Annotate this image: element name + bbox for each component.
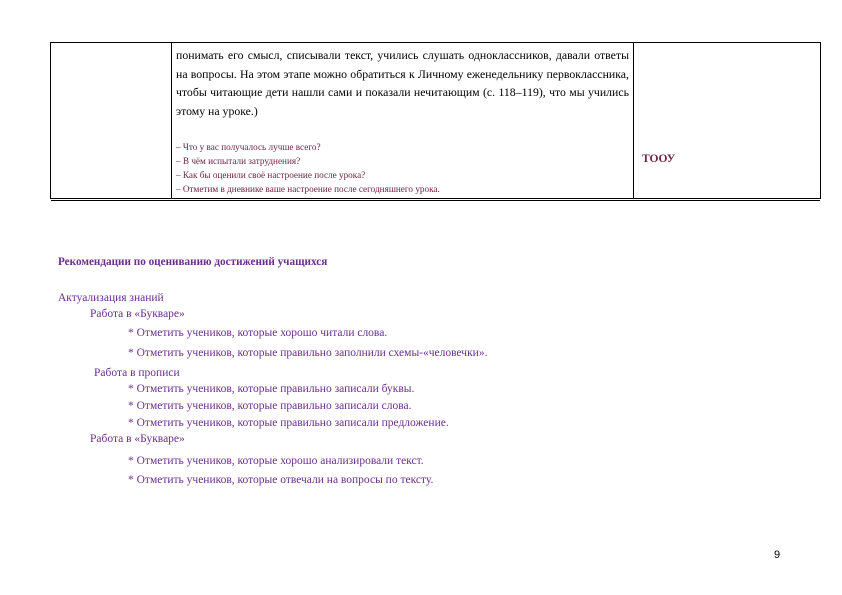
list-item: * Отметить учеников, которые правильно записали буквы. [128, 383, 415, 395]
question-item: – Отметим в дневнике ваше настроение после сегодняшнего урока. [176, 184, 440, 195]
table-cell-middle [172, 43, 634, 198]
section-heading: Актуализация знаний [58, 292, 164, 304]
recommendations-title: Рекомендации по оцениванию достижений учащихся [58, 256, 328, 268]
table-cell-right [634, 43, 820, 198]
question-item: – Как бы оценили своё настроение после урока? [176, 170, 366, 181]
lesson-paragraph: понимать его смысл, списывали текст, учились слушать одноклассников, давали ответы на вопросы. На этом этапе можно обратиться к Личному еженедельнику первоклассника, чтобы читающие дети нашли сами и показали нечитающим (с. 118–119), что мы учились этому на уроке.) [176, 48, 629, 118]
list-item: * Отметить учеников, которые хорошо анализировали текст. [128, 455, 424, 467]
list-item: * Отметить учеников, которые правильно записали предложение. [128, 417, 449, 429]
list-item: * Отметить учеников, которые отвечали на вопросы по тексту. [128, 474, 434, 486]
page-number: 9 [774, 549, 781, 561]
table-cell-left [51, 43, 172, 198]
list-item: * Отметить учеников, которые хорошо читали слова. [128, 327, 388, 339]
lesson-table [50, 42, 821, 199]
reflection-questions [176, 140, 629, 196]
question-item: – Что у вас получалось лучше всего? [176, 142, 321, 153]
subsection-propis: Работа в прописи [94, 367, 180, 379]
tooy-tag: ТООУ [642, 153, 676, 165]
list-item: * Отметить учеников, которые правильно заполнили схемы-«человечки». [128, 347, 488, 359]
question-item: – В чём испытали затруднения? [176, 156, 301, 167]
list-item: * Отметить учеников, которые правильно записали слова. [128, 400, 412, 412]
subsection-bukvar-2: Работа в «Букваре» [90, 433, 185, 445]
subsection-bukvar-1: Работа в «Букваре» [90, 308, 185, 320]
